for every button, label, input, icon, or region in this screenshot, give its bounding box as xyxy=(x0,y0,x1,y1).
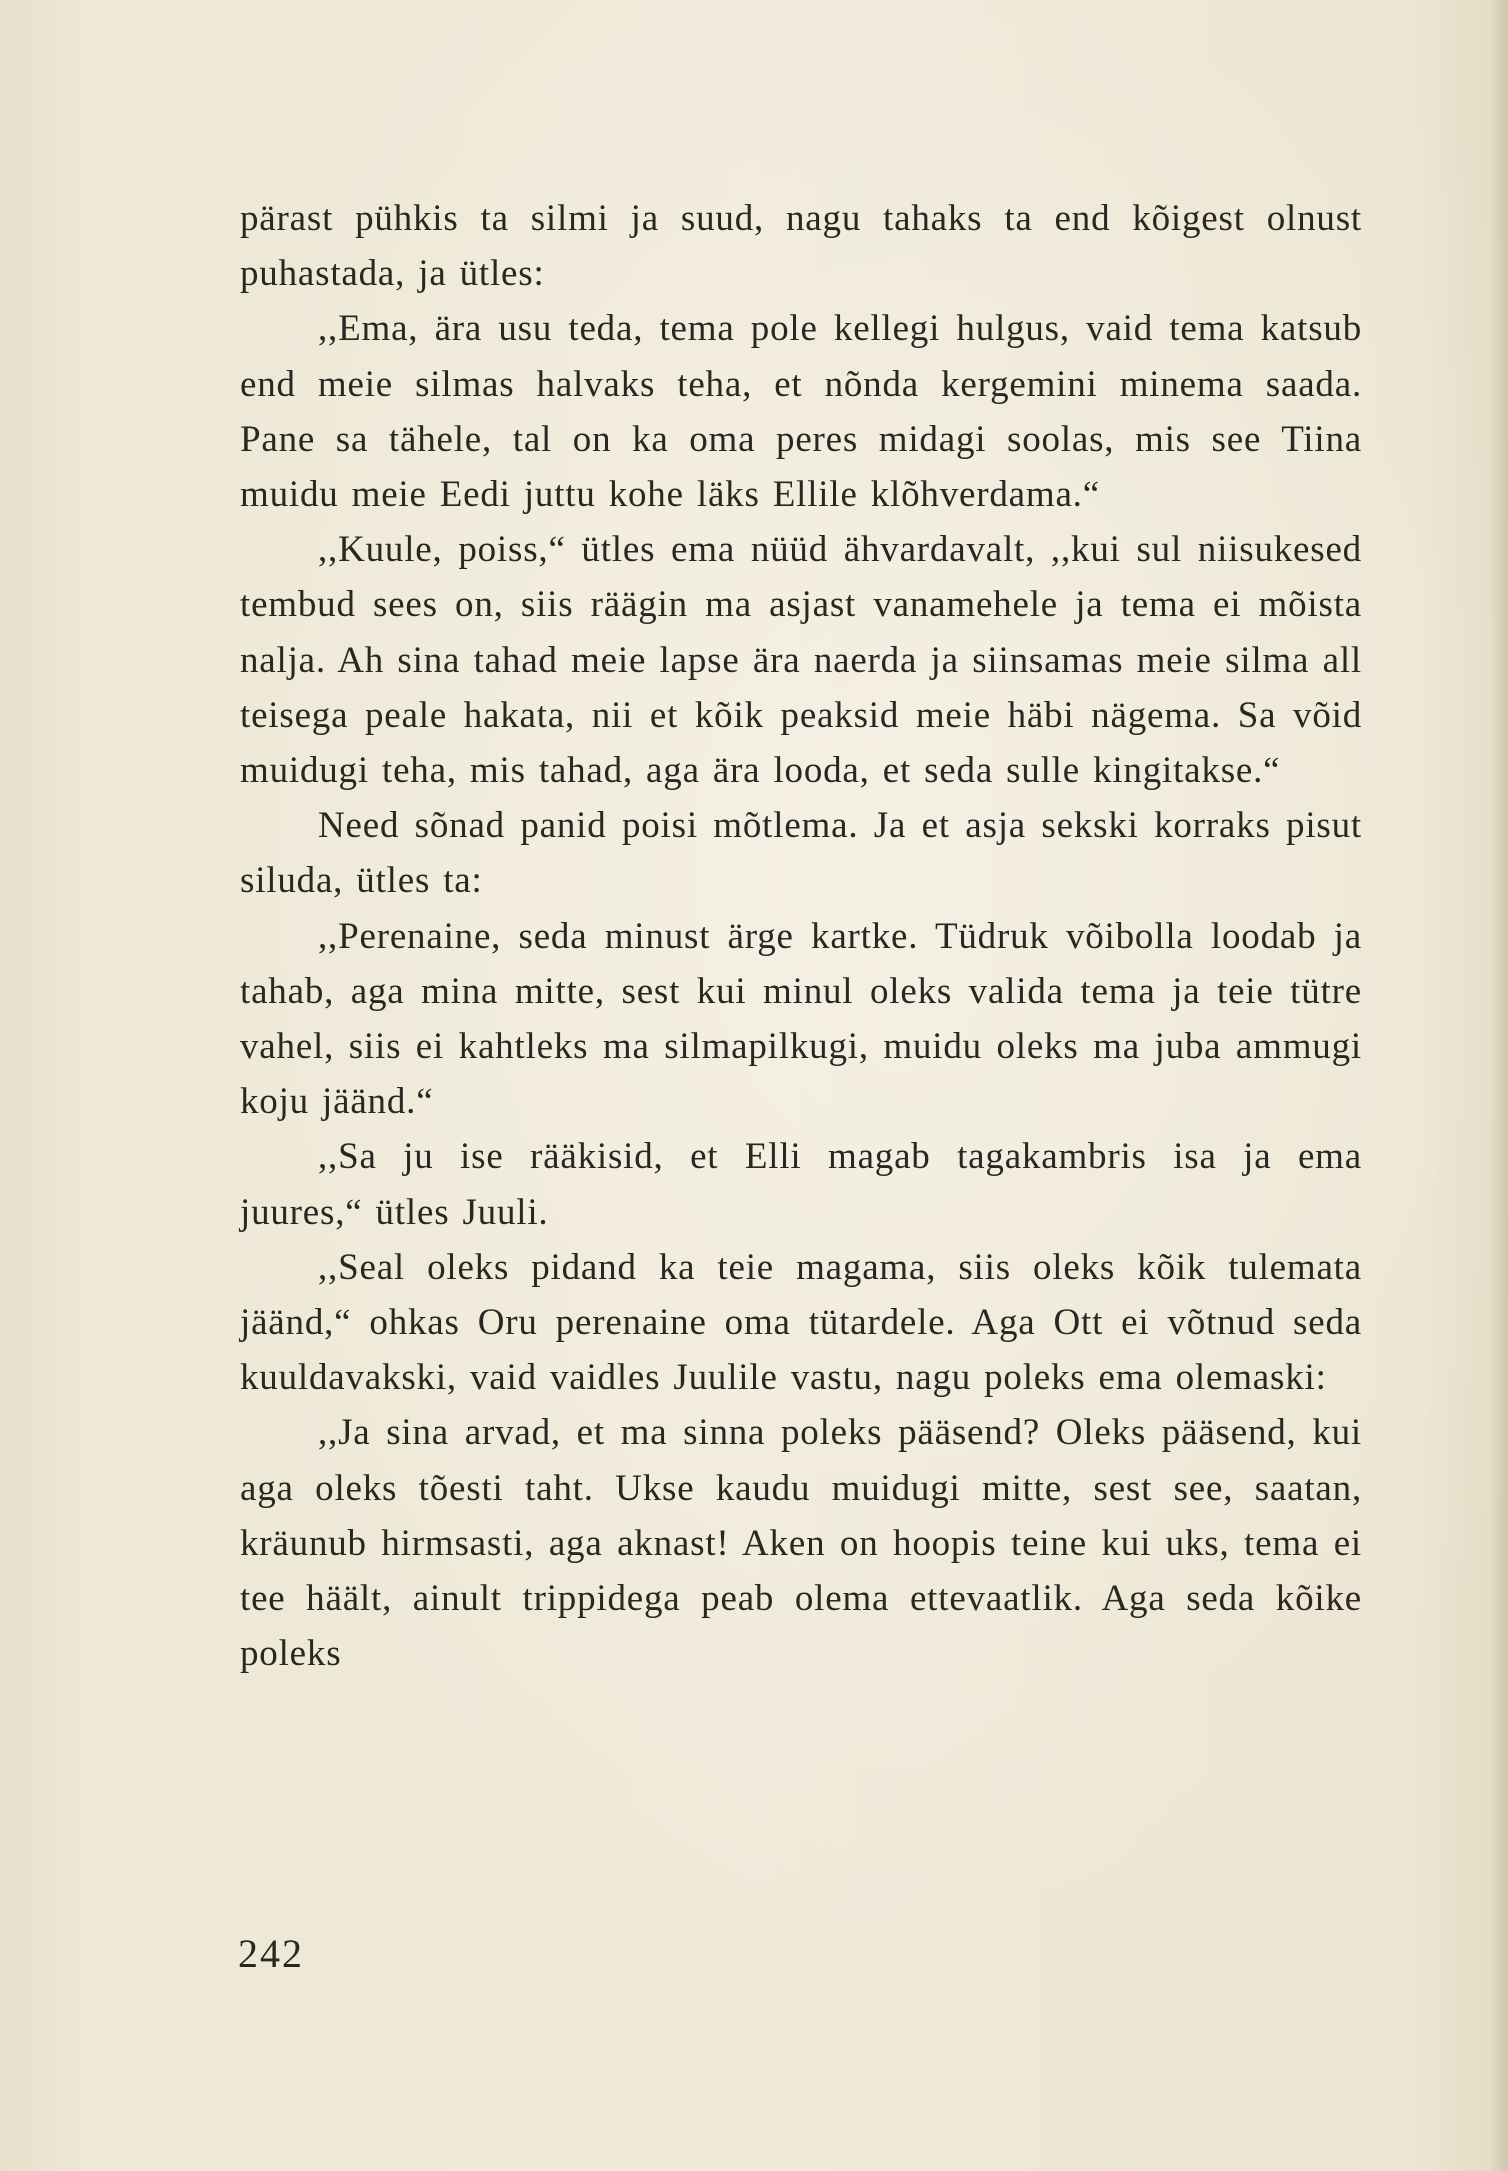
paragraph-5: ,,Perenaine, seda minust ärge kartke. Tüdruk võibolla loodab ja tahab, aga mina mitte, sest kui minul oleks valida tema ja teie tütre vahel, siis ei kahtleks ma silmapilkugi, muidu oleks ma juba ammugi koju jäänd.“ xyxy=(240,915,1362,1123)
page-number: 242 xyxy=(238,1931,304,1976)
paragraph-2: ,,Ema, ära usu teda, tema pole kellegi hulgus, vaid tema katsub end meie silmas halvaks teha, et nõnda kergemini minema saada. Pane sa tähele, tal on ka oma peres midagi soolas, mis see Tiina muidu meie Eedi juttu kohe läks Ellile klõhverdama.“ xyxy=(240,308,1362,516)
paragraph-8: ,,Ja sina arvad, et ma sinna poleks pääsend? Oleks pääsend, kui aga oleks tõesti taht. Ukse kaudu muidugi mitte, sest see, saatan, kräunub hirmsasti, aga aknast! Aken on hoopis teine kui uks, tema ei tee häält, ainult trippidega peab olema ettevaatlik. Aga seda kõike poleks xyxy=(240,1412,1362,1675)
paragraph-3: ,,Kuule, poiss,“ ütles ema nüüd ähvardavalt, ,,kui sul niisukesed tembud sees on, siis räägin ma asjast vanamehele ja tema ei mõista nalja. Ah sina tahad meie lapse ära naerda ja siinsamas meie silma all teisega peale hakata, nii et kõik peaksid meie häbi nägema. Sa võid muidugi teha, mis tahad, aga ära looda, et seda sulle kingitakse.“ xyxy=(240,529,1362,792)
page-edge-shadow xyxy=(1490,0,1508,2171)
body-text xyxy=(240,191,1362,1681)
paragraph-1: pärast pühkis ta silmi ja suud, nagu tahaks ta end kõigest olnust puhastada, ja ütles: xyxy=(240,198,1362,295)
paragraph-7: ,,Seal oleks pidand ka teie magama, siis oleks kõik tulemata jäänd,“ ohkas Oru perenaine oma tütardele. Aga Ott ei võtnud seda kuuldavakski, vaid vaidles Juulile vastu, nagu poleks ema olemaski: xyxy=(240,1246,1362,1399)
paragraph-6: ,,Sa ju ise rääkisid, et Elli magab tagakambris isa ja ema juures,“ ütles Juuli. xyxy=(240,1136,1362,1233)
paragraph-4: Need sõnad panid poisi mõtlema. Ja et asja sekski korraks pisut siluda, ütles ta: xyxy=(240,805,1362,902)
